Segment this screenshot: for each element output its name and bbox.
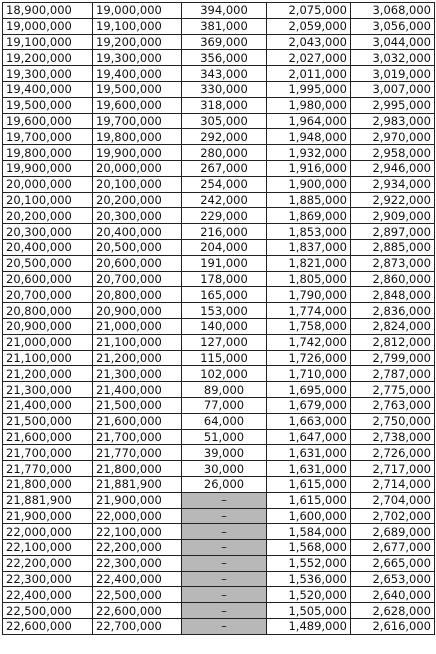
table-cell: 2,787,000: [351, 366, 435, 382]
table-cell: 2,059,000: [267, 18, 351, 34]
table-cell: –: [182, 540, 267, 556]
table-cell: 21,500,000: [3, 413, 93, 429]
table-cell: 216,000: [182, 224, 267, 240]
table-cell: 21,400,000: [93, 382, 182, 398]
table-cell: 2,824,000: [351, 318, 435, 334]
table-cell: 1,916,000: [267, 160, 351, 176]
table-cell: 19,900,000: [3, 160, 93, 176]
table-cell: 19,700,000: [3, 129, 93, 145]
table-row: [3, 129, 435, 145]
table-cell: 20,000,000: [3, 176, 93, 192]
table-cell: 2,885,000: [351, 239, 435, 255]
table-cell: 2,958,000: [351, 145, 435, 161]
table-cell: 1,758,000: [267, 318, 351, 334]
table-cell: 19,700,000: [93, 113, 182, 129]
table-cell: 3,056,000: [351, 18, 435, 34]
table-cell: 89,000: [182, 382, 267, 398]
table-cell: 1,631,000: [267, 461, 351, 477]
table-cell: 77,000: [182, 397, 267, 413]
table-cell: 22,400,000: [3, 587, 93, 603]
table-cell: 2,995,000: [351, 97, 435, 113]
table-cell: 191,000: [182, 255, 267, 271]
table-cell: 39,000: [182, 445, 267, 461]
table-cell: 2,616,000: [351, 619, 435, 635]
table-cell: 1,615,000: [267, 476, 351, 492]
table-cell: 21,400,000: [3, 397, 93, 413]
table-cell: 1,900,000: [267, 176, 351, 192]
table-row: [3, 382, 435, 398]
table-cell: 26,000: [182, 476, 267, 492]
table-row: [3, 34, 435, 50]
table-row: [3, 145, 435, 161]
table-cell: 2,665,000: [351, 555, 435, 571]
table-cell: 1,742,000: [267, 334, 351, 350]
table-cell: 22,500,000: [3, 603, 93, 619]
table-row: [3, 3, 435, 19]
table-cell: 20,900,000: [93, 303, 182, 319]
table-cell: 280,000: [182, 145, 267, 161]
table-row: [3, 366, 435, 382]
table-cell: 2,897,000: [351, 224, 435, 240]
table-row: [3, 18, 435, 34]
table-cell: 51,000: [182, 429, 267, 445]
table-row: [3, 461, 435, 477]
table-cell: 3,068,000: [351, 3, 435, 19]
table-row: [3, 334, 435, 350]
table-cell: 21,200,000: [3, 366, 93, 382]
table-cell: 1,520,000: [267, 587, 351, 603]
table-cell: –: [182, 524, 267, 540]
table-cell: 20,700,000: [93, 271, 182, 287]
table-cell: 1,600,000: [267, 508, 351, 524]
table-cell: 1,695,000: [267, 382, 351, 398]
table-cell: 2,704,000: [351, 492, 435, 508]
table-cell: 2,922,000: [351, 192, 435, 208]
table-cell: 1,663,000: [267, 413, 351, 429]
table-cell: 18,900,000: [3, 3, 93, 19]
table-cell: 20,200,000: [93, 192, 182, 208]
table-cell: 102,000: [182, 366, 267, 382]
table-row: [3, 318, 435, 334]
table-cell: 19,400,000: [3, 81, 93, 97]
table-cell: 2,750,000: [351, 413, 435, 429]
table-row: [3, 239, 435, 255]
table-cell: 1,489,000: [267, 619, 351, 635]
table-cell: 22,000,000: [93, 508, 182, 524]
table-cell: 1,948,000: [267, 129, 351, 145]
table-cell: 394,000: [182, 3, 267, 19]
table-cell: 267,000: [182, 160, 267, 176]
table-cell: 20,000,000: [93, 160, 182, 176]
table-cell: 20,600,000: [3, 271, 93, 287]
table-cell: –: [182, 619, 267, 635]
table-row: [3, 540, 435, 556]
table-cell: 22,500,000: [93, 587, 182, 603]
table-cell: 19,600,000: [93, 97, 182, 113]
table-row: [3, 271, 435, 287]
table-cell: 64,000: [182, 413, 267, 429]
table-cell: 369,000: [182, 34, 267, 50]
table-row: [3, 113, 435, 129]
table-cell: 2,909,000: [351, 208, 435, 224]
table-cell: 1,505,000: [267, 603, 351, 619]
table-cell: 30,000: [182, 461, 267, 477]
table-row: [3, 413, 435, 429]
table-cell: 21,000,000: [3, 334, 93, 350]
table-cell: 22,300,000: [93, 555, 182, 571]
table-cell: 2,075,000: [267, 3, 351, 19]
table-cell: 2,873,000: [351, 255, 435, 271]
table-row: [3, 603, 435, 619]
table-row: [3, 524, 435, 540]
table-row: [3, 208, 435, 224]
table-cell: 21,300,000: [3, 382, 93, 398]
table-cell: 1,647,000: [267, 429, 351, 445]
table-row: [3, 587, 435, 603]
table-cell: –: [182, 571, 267, 587]
table-row: [3, 287, 435, 303]
table-cell: 2,653,000: [351, 571, 435, 587]
table-cell: 21,500,000: [93, 397, 182, 413]
table-cell: 3,032,000: [351, 50, 435, 66]
table-cell: 20,700,000: [3, 287, 93, 303]
table-cell: 21,900,000: [3, 508, 93, 524]
table-cell: 22,300,000: [3, 571, 93, 587]
table-row: [3, 476, 435, 492]
table-cell: 2,726,000: [351, 445, 435, 461]
table-cell: 22,000,000: [3, 524, 93, 540]
table-cell: 2,775,000: [351, 382, 435, 398]
table-row: [3, 492, 435, 508]
table-cell: 204,000: [182, 239, 267, 255]
table-cell: 22,100,000: [93, 524, 182, 540]
table-cell: 19,800,000: [93, 129, 182, 145]
table-cell: 19,100,000: [3, 34, 93, 50]
table-cell: 2,946,000: [351, 160, 435, 176]
table-cell: 21,100,000: [93, 334, 182, 350]
table-cell: 19,500,000: [93, 81, 182, 97]
table-cell: 1,885,000: [267, 192, 351, 208]
table-cell: 229,000: [182, 208, 267, 224]
table-cell: 242,000: [182, 192, 267, 208]
table-row: [3, 571, 435, 587]
table-cell: 1,932,000: [267, 145, 351, 161]
table-row: [3, 508, 435, 524]
table-cell: 20,500,000: [3, 255, 93, 271]
table-cell: 22,600,000: [3, 619, 93, 635]
table-row: [3, 555, 435, 571]
table-cell: 292,000: [182, 129, 267, 145]
table-cell: 20,100,000: [93, 176, 182, 192]
table-cell: 1,584,000: [267, 524, 351, 540]
table-cell: 127,000: [182, 334, 267, 350]
table-row: [3, 66, 435, 82]
table-cell: 1,552,000: [267, 555, 351, 571]
table-cell: 1,726,000: [267, 350, 351, 366]
table-cell: 21,700,000: [3, 445, 93, 461]
table-cell: 21,800,000: [3, 476, 93, 492]
table-cell: 1,615,000: [267, 492, 351, 508]
table-cell: 19,200,000: [93, 34, 182, 50]
table-cell: 2,689,000: [351, 524, 435, 540]
table-cell: 3,044,000: [351, 34, 435, 50]
table-cell: 1,964,000: [267, 113, 351, 129]
table-cell: 21,900,000: [93, 492, 182, 508]
table-cell: 254,000: [182, 176, 267, 192]
table-cell: 165,000: [182, 287, 267, 303]
table-cell: 1,853,000: [267, 224, 351, 240]
table-cell: 1,805,000: [267, 271, 351, 287]
table-cell: 21,100,000: [3, 350, 93, 366]
table-cell: –: [182, 492, 267, 508]
table-cell: 2,714,000: [351, 476, 435, 492]
table-row: [3, 429, 435, 445]
table-cell: 330,000: [182, 81, 267, 97]
table-cell: 19,300,000: [93, 50, 182, 66]
table-container: [2, 2, 435, 635]
table-cell: 2,702,000: [351, 508, 435, 524]
table-cell: 19,900,000: [93, 145, 182, 161]
table-cell: 381,000: [182, 18, 267, 34]
table-cell: 21,881,900: [3, 492, 93, 508]
table-cell: 19,500,000: [3, 97, 93, 113]
table-cell: 19,600,000: [3, 113, 93, 129]
table-cell: 20,400,000: [93, 224, 182, 240]
table-cell: –: [182, 555, 267, 571]
table-cell: 20,800,000: [93, 287, 182, 303]
table-cell: 21,000,000: [93, 318, 182, 334]
table-cell: 2,934,000: [351, 176, 435, 192]
table-cell: 21,881,900: [93, 476, 182, 492]
table-cell: 1,821,000: [267, 255, 351, 271]
table-cell: 20,900,000: [3, 318, 93, 334]
table-cell: 21,300,000: [93, 366, 182, 382]
table-row: [3, 160, 435, 176]
table-cell: 1,536,000: [267, 571, 351, 587]
table-cell: 1,837,000: [267, 239, 351, 255]
table-cell: 21,770,000: [3, 461, 93, 477]
table-cell: 3,019,000: [351, 66, 435, 82]
table-cell: 2,983,000: [351, 113, 435, 129]
table-cell: 2,011,000: [267, 66, 351, 82]
table-row: [3, 97, 435, 113]
table-cell: 1,869,000: [267, 208, 351, 224]
table-cell: 356,000: [182, 50, 267, 66]
table-cell: 19,800,000: [3, 145, 93, 161]
table-cell: 20,600,000: [93, 255, 182, 271]
data-table: [2, 2, 435, 635]
table-cell: –: [182, 587, 267, 603]
table-cell: 19,100,000: [93, 18, 182, 34]
table-cell: 1,679,000: [267, 397, 351, 413]
table-cell: 22,600,000: [93, 603, 182, 619]
table-cell: 22,400,000: [93, 571, 182, 587]
table-cell: 20,300,000: [3, 224, 93, 240]
table-cell: 20,400,000: [3, 239, 93, 255]
table-cell: 2,848,000: [351, 287, 435, 303]
table-cell: 21,600,000: [3, 429, 93, 445]
table-cell: 153,000: [182, 303, 267, 319]
table-row: [3, 445, 435, 461]
table-row: [3, 350, 435, 366]
table-cell: 140,000: [182, 318, 267, 334]
table-cell: 2,628,000: [351, 603, 435, 619]
table-cell: –: [182, 603, 267, 619]
table-cell: 1,631,000: [267, 445, 351, 461]
table-row: [3, 192, 435, 208]
table-cell: 22,200,000: [3, 555, 93, 571]
table-cell: 21,600,000: [93, 413, 182, 429]
table-cell: 2,970,000: [351, 129, 435, 145]
table-cell: 20,800,000: [3, 303, 93, 319]
table-cell: 2,812,000: [351, 334, 435, 350]
table-cell: 305,000: [182, 113, 267, 129]
table-cell: 2,860,000: [351, 271, 435, 287]
table-cell: –: [182, 508, 267, 524]
table-cell: 2,836,000: [351, 303, 435, 319]
table-cell: 115,000: [182, 350, 267, 366]
table-cell: 20,200,000: [3, 208, 93, 224]
table-row: [3, 81, 435, 97]
table-cell: 1,995,000: [267, 81, 351, 97]
table-row: [3, 397, 435, 413]
table-cell: 19,000,000: [3, 18, 93, 34]
table-cell: 19,400,000: [93, 66, 182, 82]
table-cell: 21,800,000: [93, 461, 182, 477]
table-cell: 2,738,000: [351, 429, 435, 445]
table-cell: 3,007,000: [351, 81, 435, 97]
table-row: [3, 619, 435, 635]
table-cell: 22,100,000: [3, 540, 93, 556]
table-cell: 21,200,000: [93, 350, 182, 366]
table-cell: 2,640,000: [351, 587, 435, 603]
table-cell: 21,700,000: [93, 429, 182, 445]
table-cell: 1,568,000: [267, 540, 351, 556]
table-cell: 2,043,000: [267, 34, 351, 50]
table-cell: 2,799,000: [351, 350, 435, 366]
table-cell: 21,770,000: [93, 445, 182, 461]
table-cell: 2,027,000: [267, 50, 351, 66]
table-cell: 22,200,000: [93, 540, 182, 556]
table-row: [3, 50, 435, 66]
table-row: [3, 303, 435, 319]
table-cell: 343,000: [182, 66, 267, 82]
table-body: [3, 3, 435, 635]
table-cell: 19,300,000: [3, 66, 93, 82]
table-cell: 20,300,000: [93, 208, 182, 224]
table-cell: 178,000: [182, 271, 267, 287]
table-cell: 1,774,000: [267, 303, 351, 319]
table-cell: 19,000,000: [93, 3, 182, 19]
table-row: [3, 255, 435, 271]
table-cell: 2,717,000: [351, 461, 435, 477]
table-cell: 1,790,000: [267, 287, 351, 303]
table-cell: 1,710,000: [267, 366, 351, 382]
table-row: [3, 224, 435, 240]
table-cell: 2,763,000: [351, 397, 435, 413]
table-cell: 20,500,000: [93, 239, 182, 255]
table-row: [3, 176, 435, 192]
table-cell: 19,200,000: [3, 50, 93, 66]
table-cell: 22,700,000: [93, 619, 182, 635]
table-cell: 318,000: [182, 97, 267, 113]
table-cell: 1,980,000: [267, 97, 351, 113]
table-cell: 20,100,000: [3, 192, 93, 208]
table-cell: 2,677,000: [351, 540, 435, 556]
